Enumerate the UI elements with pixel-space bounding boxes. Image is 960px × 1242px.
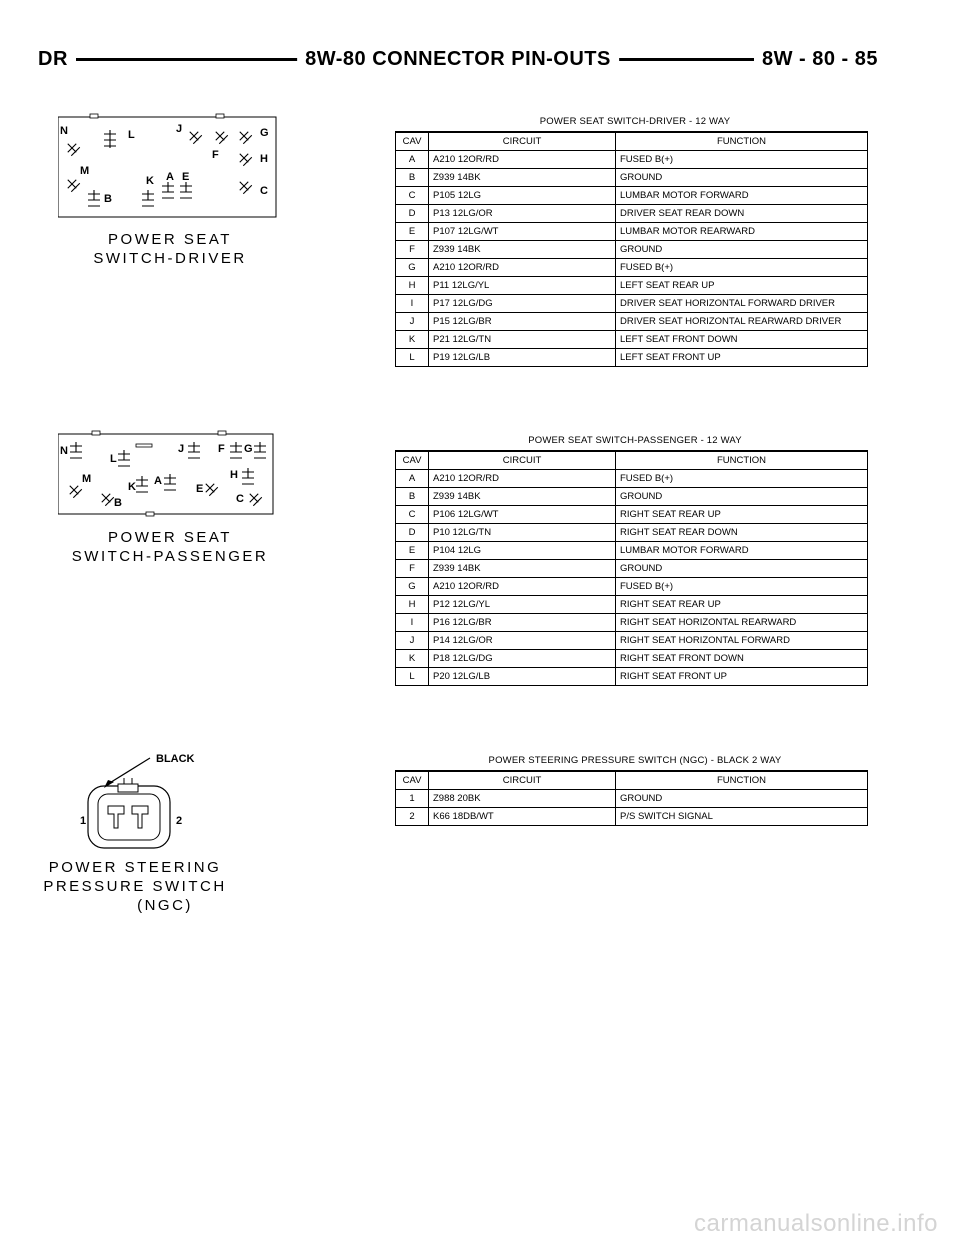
connector-driver-label: POWER SEAT SWITCH-DRIVER — [93, 231, 247, 267]
pin-label: G — [244, 443, 253, 455]
pin-label: N — [60, 125, 68, 137]
table-title-driver: POWER SEAT SWITCH-DRIVER - 12 WAY — [539, 116, 731, 127]
pin-label: A — [154, 475, 162, 487]
connector-driver-switch — [58, 112, 278, 222]
pin-label: E — [196, 483, 204, 495]
table-row: A A210 12OR/RD FUSED B(+) — [396, 151, 868, 169]
table-row: J P15 12LG/BR DRIVER SEAT HORIZONTAL REARWARD DRIVER — [396, 313, 868, 331]
table-row: G A210 12OR/RD FUSED B(+) — [396, 578, 868, 596]
pinout-table-driver — [395, 131, 868, 367]
header-section-title: 8W-80 CONNECTOR PIN-OUTS — [297, 46, 619, 72]
connector-passenger-switch — [58, 430, 278, 520]
pin-label: J — [176, 123, 183, 135]
col-header-circuit: CIRCUIT — [429, 771, 616, 790]
pin-label: L — [110, 453, 117, 465]
pin-label: A — [166, 171, 174, 183]
col-header-function: FUNCTION — [616, 451, 868, 470]
table-row: K P21 12LG/TN LEFT SEAT FRONT DOWN — [396, 331, 868, 349]
table-row: E P104 12LG LUMBAR MOTOR FORWARD — [396, 542, 868, 560]
pin-label: B — [114, 497, 122, 509]
col-header-cav: CAV — [396, 132, 429, 151]
table-row: C P105 12LG LUMBAR MOTOR FORWARD — [396, 187, 868, 205]
pin-label: L — [128, 129, 135, 141]
table-row: B Z939 14BK GROUND — [396, 488, 868, 506]
connector-passenger-label: POWER SEAT SWITCH-PASSENGER — [71, 529, 269, 565]
col-header-function: FUNCTION — [616, 771, 868, 790]
connector-ps-pressure-switch — [80, 748, 210, 858]
pin-label: F — [212, 149, 219, 161]
pin-label: M — [82, 473, 92, 485]
pin-label: 1 — [80, 815, 87, 827]
pin-label: F — [218, 443, 225, 455]
table-row: E P107 12LG/WT LUMBAR MOTOR REARWARD — [396, 223, 868, 241]
pin-label: E — [182, 171, 190, 183]
table-row: H P12 12LG/YL RIGHT SEAT REAR UP — [396, 596, 868, 614]
pinout-table-passenger — [395, 450, 868, 686]
table-row: D P13 12LG/OR DRIVER SEAT REAR DOWN — [396, 205, 868, 223]
table-row: 1 Z988 20BK GROUND — [396, 790, 868, 808]
table-row: C P106 12LG/WT RIGHT SEAT REAR UP — [396, 506, 868, 524]
pin-label: B — [104, 193, 112, 205]
pin-label: N — [60, 445, 68, 457]
table-row: H P11 12LG/YL LEFT SEAT REAR UP — [396, 277, 868, 295]
header-page-number: 8W - 80 - 85 — [754, 46, 878, 72]
connector-ps-label: POWER STEERING PRESSURE SWITCH (NGC) — [43, 859, 227, 914]
table-row: G A210 12OR/RD FUSED B(+) — [396, 259, 868, 277]
pin-label: C — [236, 493, 244, 505]
connector-driver-face-icon — [58, 112, 278, 222]
pin-label: K — [128, 481, 136, 493]
table-row: A A210 12OR/RD FUSED B(+) — [396, 470, 868, 488]
header-model: DR — [38, 46, 76, 72]
table-row: F Z939 14BK GROUND — [396, 560, 868, 578]
connector-passenger-face-icon — [58, 430, 278, 520]
table-row: K P18 12LG/DG RIGHT SEAT FRONT DOWN — [396, 650, 868, 668]
table-row: B Z939 14BK GROUND — [396, 169, 868, 187]
connector-ps-face-icon — [80, 748, 210, 858]
table-row: L P19 12LG/LB LEFT SEAT FRONT UP — [396, 349, 868, 367]
col-header-circuit: CIRCUIT — [429, 451, 616, 470]
table-row: I P17 12LG/DG DRIVER SEAT HORIZONTAL FORWARD DRIVER — [396, 295, 868, 313]
pin-label: 2 — [176, 815, 183, 827]
table-title-passenger: POWER SEAT SWITCH-PASSENGER - 12 WAY — [528, 435, 742, 446]
col-header-circuit: CIRCUIT — [429, 132, 616, 151]
pin-label: H — [230, 469, 238, 481]
col-header-function: FUNCTION — [616, 132, 868, 151]
pin-label: M — [80, 165, 90, 177]
table-row: 2 K66 18DB/WT P/S SWITCH SIGNAL — [396, 808, 868, 826]
table-row: D P10 12LG/TN RIGHT SEAT REAR DOWN — [396, 524, 868, 542]
pin-label: G — [260, 127, 269, 139]
col-header-cav: CAV — [396, 451, 429, 470]
pin-label: K — [146, 175, 154, 187]
page-header — [38, 46, 878, 72]
table-title-ps-switch: POWER STEERING PRESSURE SWITCH (NGC) - BLACK 2 WAY — [488, 755, 782, 766]
watermark-text: carmanualsonline.info — [694, 1210, 938, 1237]
col-header-cav: CAV — [396, 771, 429, 790]
pinout-table-ps-switch — [395, 770, 868, 826]
table-row: F Z939 14BK GROUND — [396, 241, 868, 259]
table-row: I P16 12LG/BR RIGHT SEAT HORIZONTAL REARWARD — [396, 614, 868, 632]
pin-label: J — [178, 443, 185, 455]
table-row: L P20 12LG/LB RIGHT SEAT FRONT UP — [396, 668, 868, 686]
pin-label: C — [260, 185, 268, 197]
table-row: J P14 12LG/OR RIGHT SEAT HORIZONTAL FORWARD — [396, 632, 868, 650]
pin-label: H — [260, 153, 268, 165]
color-callout: BLACK — [156, 753, 195, 765]
